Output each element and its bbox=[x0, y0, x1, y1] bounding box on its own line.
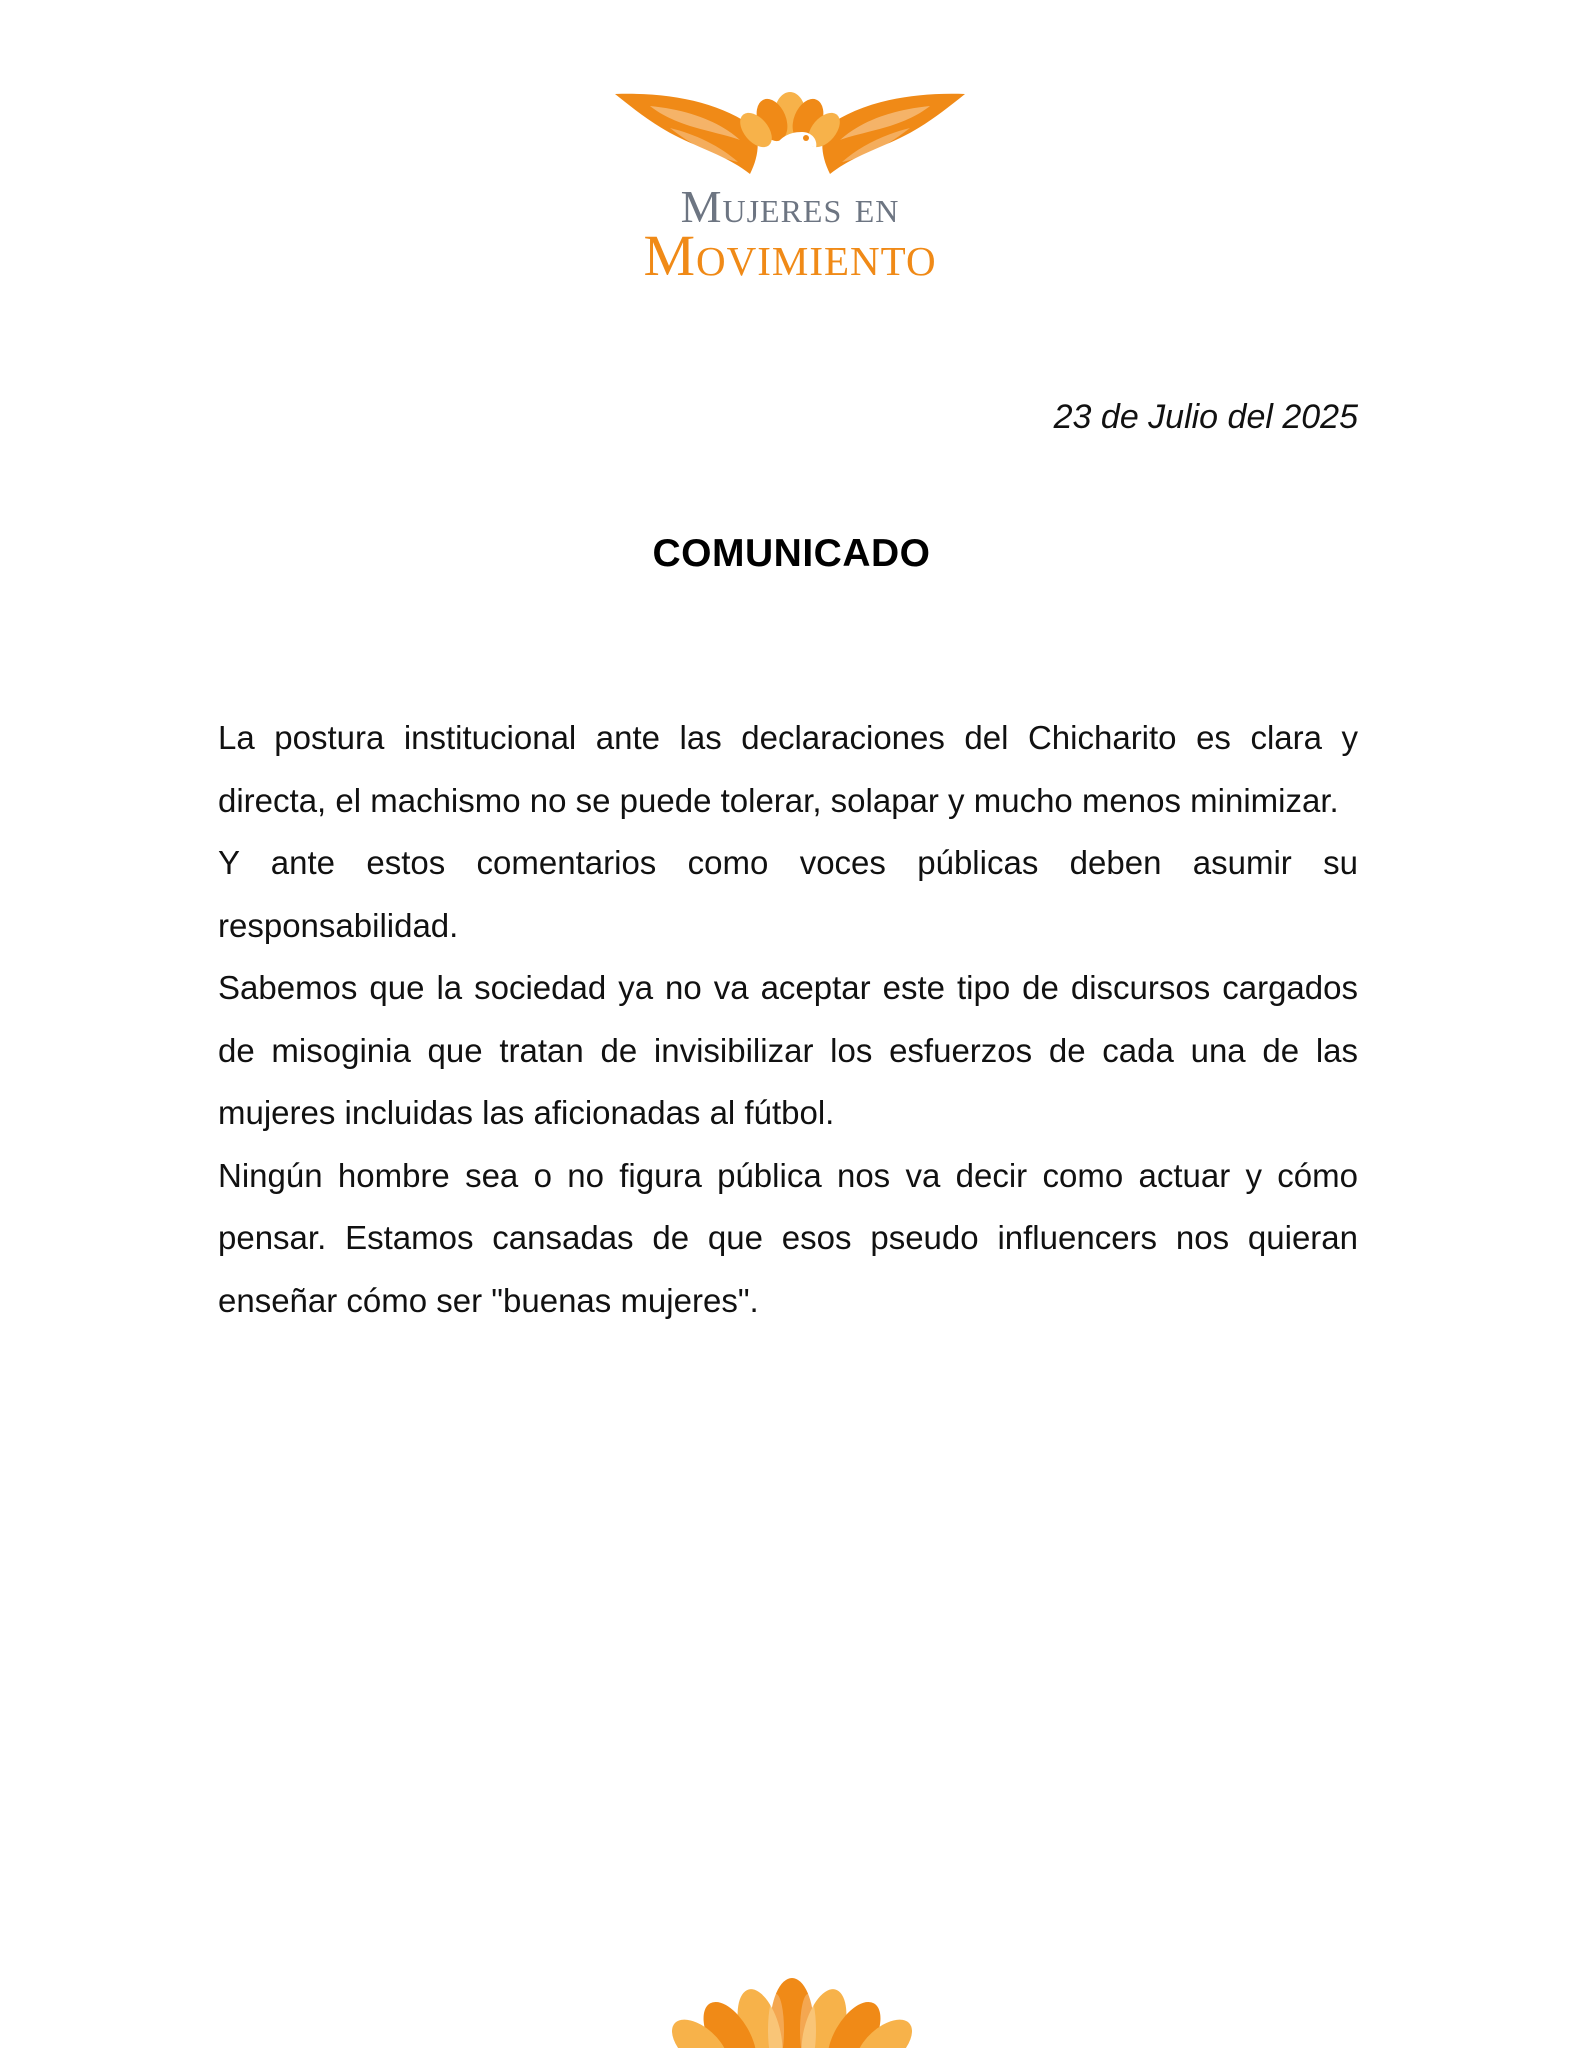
logo-text-line2: Movimiento bbox=[643, 223, 937, 288]
document-body bbox=[218, 707, 1358, 1332]
document-title: COMUNICADO bbox=[652, 532, 931, 575]
body-paragraph: La postura institucional ante las declaraciones del Chicharito es clara y directa, el machismo no se puede tolerar, solapar y mucho menos minimizar. bbox=[218, 719, 1358, 819]
logo-text-line1: Mujeres en bbox=[680, 181, 900, 232]
body-paragraph: Y ante estos comentarios como voces públicas deben asumir su responsabilidad. bbox=[218, 844, 1358, 944]
winged-flower-logo-icon bbox=[610, 88, 970, 178]
document-date: 23 de Julio del 2025 bbox=[1053, 398, 1358, 436]
flower-petals-icon bbox=[660, 1968, 925, 2048]
body-paragraph: Sabemos que la sociedad ya no va aceptar este tipo de discursos cargados de misoginia que tratan de invisibilizar los esfuerzos de cada una de las mujeres incluidas las aficionadas al fútbol. bbox=[218, 969, 1358, 1131]
footer-decoration bbox=[660, 1968, 925, 2048]
organization-logo bbox=[610, 88, 970, 288]
body-paragraph: Ningún hombre sea o no figura pública nos va decir como actuar y cómo pensar. Estamos cansadas de que esos pseudo influencers nos quieran enseñar cómo ser "buenas mujeres". bbox=[218, 1156, 1358, 1319]
